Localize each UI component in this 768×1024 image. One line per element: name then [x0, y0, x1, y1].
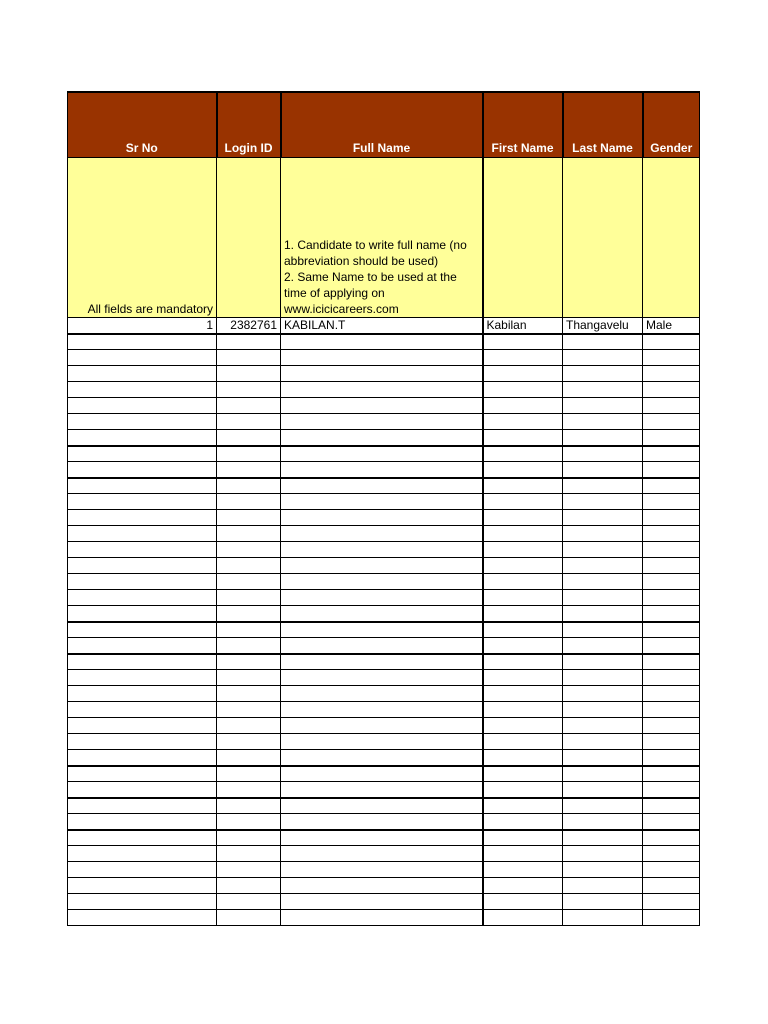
- cell-gender[interactable]: [643, 638, 700, 654]
- cell-sr-no[interactable]: [68, 910, 217, 926]
- cell-gender[interactable]: [643, 414, 700, 430]
- cell-full-name[interactable]: [281, 670, 483, 686]
- candidate-table: [67, 91, 700, 926]
- cell-full-name[interactable]: [281, 590, 483, 606]
- cell-login-id[interactable]: [217, 718, 281, 734]
- column-header-first-name: First Name: [483, 92, 563, 157]
- cell-gender[interactable]: [643, 798, 700, 814]
- cell-full-name[interactable]: [281, 398, 483, 414]
- cell-login-id[interactable]: 2382761: [217, 317, 281, 334]
- cell-full-name[interactable]: [281, 574, 483, 590]
- cell-login-id[interactable]: [217, 910, 281, 926]
- cell-sr-no[interactable]: [68, 750, 217, 766]
- cell-sr-no[interactable]: [68, 494, 217, 510]
- table-row: [68, 350, 700, 366]
- cell-login-id[interactable]: [217, 462, 281, 478]
- cell-last-name[interactable]: [563, 702, 643, 718]
- cell-last-name[interactable]: [563, 894, 643, 910]
- cell-sr-no[interactable]: [68, 894, 217, 910]
- cell-full-name[interactable]: [281, 910, 483, 926]
- cell-sr-no[interactable]: [68, 862, 217, 878]
- cell-full-name[interactable]: [281, 542, 483, 558]
- table-row: [68, 366, 700, 382]
- cell-first-name[interactable]: [483, 910, 563, 926]
- cell-sr-no[interactable]: [68, 878, 217, 894]
- cell-login-id[interactable]: [217, 862, 281, 878]
- cell-login-id[interactable]: [217, 846, 281, 862]
- cell-gender[interactable]: [643, 574, 700, 590]
- cell-full-name[interactable]: [281, 750, 483, 766]
- cell-first-name[interactable]: [483, 654, 563, 670]
- cell-first-name[interactable]: [483, 862, 563, 878]
- cell-first-name[interactable]: [483, 462, 563, 478]
- cell-gender[interactable]: [643, 446, 700, 462]
- cell-first-name[interactable]: [483, 702, 563, 718]
- column-header-full-name: Full Name: [281, 92, 483, 157]
- cell-last-name[interactable]: [563, 798, 643, 814]
- cell-sr-no[interactable]: [68, 350, 217, 366]
- cell-sr-no[interactable]: [68, 622, 217, 638]
- cell-login-id[interactable]: [217, 526, 281, 542]
- full-name-instructions: [281, 157, 483, 317]
- cell-first-name[interactable]: [483, 606, 563, 622]
- cell-login-id[interactable]: [217, 446, 281, 462]
- cell-login-id[interactable]: [217, 830, 281, 846]
- cell-gender[interactable]: [643, 766, 700, 782]
- cell-sr-no[interactable]: [68, 686, 217, 702]
- cell-sr-no[interactable]: [68, 478, 217, 494]
- cell-full-name[interactable]: [281, 782, 483, 798]
- cell-full-name[interactable]: [281, 462, 483, 478]
- cell-full-name[interactable]: KABILAN.T: [281, 317, 483, 334]
- full-name-instruction-1: 1. Candidate to write full name (no abbreviation should be used): [284, 237, 467, 268]
- cell-full-name[interactable]: [281, 734, 483, 750]
- cell-gender[interactable]: [643, 702, 700, 718]
- cell-login-id[interactable]: [217, 430, 281, 446]
- cell-login-id[interactable]: [217, 766, 281, 782]
- cell-sr-no[interactable]: [68, 670, 217, 686]
- cell-full-name[interactable]: [281, 446, 483, 462]
- cell-sr-no[interactable]: [68, 654, 217, 670]
- cell-first-name[interactable]: [483, 334, 563, 350]
- cell-login-id[interactable]: [217, 814, 281, 830]
- table-row: [68, 750, 700, 766]
- cell-gender[interactable]: [643, 494, 700, 510]
- cell-gender[interactable]: [643, 846, 700, 862]
- cell-gender[interactable]: [643, 430, 700, 446]
- cell-login-id[interactable]: [217, 734, 281, 750]
- cell-first-name[interactable]: [483, 430, 563, 446]
- cell-login-id[interactable]: [217, 670, 281, 686]
- cell-full-name[interactable]: [281, 366, 483, 382]
- cell-gender[interactable]: [643, 590, 700, 606]
- cell-full-name[interactable]: [281, 526, 483, 542]
- cell-last-name[interactable]: [563, 718, 643, 734]
- cell-gender[interactable]: [643, 382, 700, 398]
- table-row: [68, 430, 700, 446]
- cell-sr-no[interactable]: [68, 638, 217, 654]
- cell-sr-no[interactable]: 1: [68, 317, 217, 334]
- cell-gender[interactable]: [643, 878, 700, 894]
- cell-full-name[interactable]: [281, 414, 483, 430]
- cell-full-name[interactable]: [281, 478, 483, 494]
- cell-login-id[interactable]: [217, 638, 281, 654]
- cell-first-name[interactable]: [483, 670, 563, 686]
- cell-gender[interactable]: [643, 894, 700, 910]
- cell-full-name[interactable]: [281, 382, 483, 398]
- cell-sr-no[interactable]: [68, 558, 217, 574]
- table-row: [68, 510, 700, 526]
- cell-first-name[interactable]: [483, 574, 563, 590]
- cell-sr-no[interactable]: [68, 718, 217, 734]
- table-row: [68, 910, 700, 926]
- cell-first-name[interactable]: [483, 894, 563, 910]
- cell-last-name[interactable]: [563, 334, 643, 350]
- cell-first-name[interactable]: [483, 830, 563, 846]
- cell-first-name[interactable]: [483, 542, 563, 558]
- cell-login-id[interactable]: [217, 654, 281, 670]
- cell-last-name[interactable]: [563, 846, 643, 862]
- cell-full-name[interactable]: [281, 606, 483, 622]
- cell-sr-no[interactable]: [68, 462, 217, 478]
- cell-full-name[interactable]: [281, 558, 483, 574]
- cell-sr-no[interactable]: [68, 430, 217, 446]
- cell-gender[interactable]: [643, 622, 700, 638]
- cell-sr-no[interactable]: [68, 798, 217, 814]
- cell-gender[interactable]: [643, 334, 700, 350]
- cell-full-name[interactable]: [281, 702, 483, 718]
- cell-full-name[interactable]: [281, 494, 483, 510]
- cell-last-name[interactable]: [563, 638, 643, 654]
- cell-login-id[interactable]: [217, 494, 281, 510]
- cell-first-name[interactable]: [483, 398, 563, 414]
- table-row: [68, 398, 700, 414]
- cell-last-name[interactable]: [563, 558, 643, 574]
- cell-last-name[interactable]: [563, 526, 643, 542]
- cell-sr-no[interactable]: [68, 334, 217, 350]
- table-row: [68, 494, 700, 510]
- cell-last-name[interactable]: [563, 478, 643, 494]
- table-row: [68, 462, 700, 478]
- note-last-name: [563, 157, 643, 317]
- cell-full-name[interactable]: [281, 654, 483, 670]
- cell-gender[interactable]: [643, 910, 700, 926]
- table-row: [68, 686, 700, 702]
- cell-full-name[interactable]: [281, 350, 483, 366]
- cell-first-name[interactable]: [483, 446, 563, 462]
- cell-sr-no[interactable]: [68, 766, 217, 782]
- cell-last-name[interactable]: [563, 670, 643, 686]
- cell-last-name[interactable]: [563, 382, 643, 398]
- cell-last-name[interactable]: Thangavelu: [563, 317, 643, 334]
- cell-first-name[interactable]: [483, 590, 563, 606]
- cell-full-name[interactable]: [281, 894, 483, 910]
- cell-full-name[interactable]: [281, 718, 483, 734]
- cell-first-name[interactable]: [483, 798, 563, 814]
- cell-sr-no[interactable]: [68, 734, 217, 750]
- table-row: [68, 382, 700, 398]
- cell-full-name[interactable]: [281, 862, 483, 878]
- cell-gender[interactable]: [643, 510, 700, 526]
- cell-login-id[interactable]: [217, 750, 281, 766]
- cell-login-id[interactable]: [217, 590, 281, 606]
- table-row: [68, 830, 700, 846]
- cell-sr-no[interactable]: [68, 814, 217, 830]
- cell-full-name[interactable]: [281, 334, 483, 350]
- cell-gender[interactable]: [643, 526, 700, 542]
- cell-last-name[interactable]: [563, 750, 643, 766]
- cell-sr-no[interactable]: [68, 510, 217, 526]
- cell-first-name[interactable]: [483, 478, 563, 494]
- cell-first-name[interactable]: [483, 382, 563, 398]
- cell-sr-no[interactable]: [68, 366, 217, 382]
- cell-first-name[interactable]: [483, 686, 563, 702]
- cell-last-name[interactable]: [563, 590, 643, 606]
- cell-full-name[interactable]: [281, 766, 483, 782]
- cell-last-name[interactable]: [563, 398, 643, 414]
- cell-last-name[interactable]: [563, 782, 643, 798]
- cell-login-id[interactable]: [217, 542, 281, 558]
- full-name-instruction-2: 2. Same Name to be used at the time of applying on www.icicicareers.com: [284, 269, 457, 316]
- cell-first-name[interactable]: [483, 558, 563, 574]
- table-row: [68, 814, 700, 830]
- cell-last-name[interactable]: [563, 542, 643, 558]
- cell-gender[interactable]: [643, 718, 700, 734]
- column-header-login-id: Login ID: [217, 92, 281, 157]
- table-row: [68, 894, 700, 910]
- table-row: [68, 718, 700, 734]
- cell-gender[interactable]: [643, 350, 700, 366]
- cell-first-name[interactable]: [483, 366, 563, 382]
- cell-first-name[interactable]: [483, 414, 563, 430]
- cell-sr-no[interactable]: [68, 574, 217, 590]
- cell-last-name[interactable]: [563, 510, 643, 526]
- cell-gender[interactable]: [643, 398, 700, 414]
- cell-first-name[interactable]: [483, 766, 563, 782]
- cell-sr-no[interactable]: [68, 382, 217, 398]
- cell-sr-no[interactable]: [68, 782, 217, 798]
- cell-first-name[interactable]: [483, 750, 563, 766]
- cell-full-name[interactable]: [281, 814, 483, 830]
- cell-gender[interactable]: [643, 462, 700, 478]
- cell-sr-no[interactable]: [68, 398, 217, 414]
- cell-last-name[interactable]: [563, 622, 643, 638]
- table-row: [68, 878, 700, 894]
- table-row: [68, 798, 700, 814]
- table-row: [68, 766, 700, 782]
- cell-last-name[interactable]: [563, 606, 643, 622]
- cell-last-name[interactable]: [563, 430, 643, 446]
- cell-full-name[interactable]: [281, 798, 483, 814]
- cell-first-name[interactable]: [483, 526, 563, 542]
- cell-login-id[interactable]: [217, 782, 281, 798]
- table-row: [68, 558, 700, 574]
- cell-login-id[interactable]: [217, 798, 281, 814]
- table-row: [68, 638, 700, 654]
- table-row: [68, 446, 700, 462]
- table-row: [68, 414, 700, 430]
- cell-last-name[interactable]: [563, 414, 643, 430]
- cell-sr-no[interactable]: [68, 830, 217, 846]
- cell-gender[interactable]: [643, 782, 700, 798]
- cell-full-name[interactable]: [281, 686, 483, 702]
- cell-login-id[interactable]: [217, 382, 281, 398]
- cell-last-name[interactable]: [563, 350, 643, 366]
- cell-login-id[interactable]: [217, 574, 281, 590]
- table-row: [68, 590, 700, 606]
- cell-gender[interactable]: [643, 862, 700, 878]
- column-header-gender: Gender: [643, 92, 700, 157]
- table-row: [68, 334, 700, 350]
- cell-gender[interactable]: [643, 686, 700, 702]
- cell-sr-no[interactable]: [68, 414, 217, 430]
- cell-last-name[interactable]: [563, 734, 643, 750]
- cell-full-name[interactable]: [281, 846, 483, 862]
- cell-gender[interactable]: [643, 654, 700, 670]
- note-gender: [643, 157, 700, 317]
- cell-login-id[interactable]: [217, 878, 281, 894]
- cell-login-id[interactable]: [217, 398, 281, 414]
- cell-login-id[interactable]: [217, 478, 281, 494]
- cell-sr-no[interactable]: [68, 590, 217, 606]
- table-row: [68, 606, 700, 622]
- cell-first-name[interactable]: [483, 814, 563, 830]
- table-row: [68, 478, 700, 494]
- table-row: [68, 846, 700, 862]
- cell-login-id[interactable]: [217, 334, 281, 350]
- column-header-last-name: Last Name: [563, 92, 643, 157]
- cell-last-name[interactable]: [563, 654, 643, 670]
- cell-sr-no[interactable]: [68, 526, 217, 542]
- table-row: [68, 574, 700, 590]
- cell-last-name[interactable]: [563, 862, 643, 878]
- cell-login-id[interactable]: [217, 894, 281, 910]
- cell-sr-no[interactable]: [68, 542, 217, 558]
- cell-login-id[interactable]: [217, 366, 281, 382]
- cell-login-id[interactable]: [217, 622, 281, 638]
- cell-first-name[interactable]: [483, 846, 563, 862]
- cell-gender[interactable]: [643, 366, 700, 382]
- cell-first-name[interactable]: [483, 782, 563, 798]
- cell-last-name[interactable]: [563, 574, 643, 590]
- cell-gender[interactable]: [643, 830, 700, 846]
- cell-last-name[interactable]: [563, 494, 643, 510]
- table-row: [68, 654, 700, 670]
- cell-full-name[interactable]: [281, 510, 483, 526]
- cell-gender[interactable]: [643, 814, 700, 830]
- cell-first-name[interactable]: [483, 878, 563, 894]
- cell-last-name[interactable]: [563, 446, 643, 462]
- cell-gender[interactable]: [643, 750, 700, 766]
- cell-gender[interactable]: [643, 558, 700, 574]
- cell-full-name[interactable]: [281, 878, 483, 894]
- cell-gender[interactable]: [643, 670, 700, 686]
- cell-login-id[interactable]: [217, 606, 281, 622]
- cell-last-name[interactable]: [563, 878, 643, 894]
- cell-last-name[interactable]: [563, 814, 643, 830]
- cell-last-name[interactable]: [563, 462, 643, 478]
- cell-login-id[interactable]: [217, 414, 281, 430]
- cell-first-name[interactable]: [483, 510, 563, 526]
- cell-first-name[interactable]: Kabilan: [483, 317, 563, 334]
- table-row: [68, 782, 700, 798]
- cell-first-name[interactable]: [483, 638, 563, 654]
- cell-gender[interactable]: [643, 542, 700, 558]
- cell-gender[interactable]: [643, 478, 700, 494]
- cell-gender[interactable]: [643, 606, 700, 622]
- header-row: [68, 92, 700, 157]
- cell-last-name[interactable]: [563, 366, 643, 382]
- cell-first-name[interactable]: [483, 494, 563, 510]
- cell-full-name[interactable]: [281, 830, 483, 846]
- cell-last-name[interactable]: [563, 910, 643, 926]
- table-row: [68, 702, 700, 718]
- table-row: [68, 734, 700, 750]
- cell-first-name[interactable]: [483, 718, 563, 734]
- cell-login-id[interactable]: [217, 702, 281, 718]
- mandatory-note: All fields are mandatory: [68, 157, 217, 317]
- column-header-sr-no: Sr No: [68, 92, 217, 157]
- table-row: [68, 317, 700, 334]
- cell-full-name[interactable]: [281, 430, 483, 446]
- cell-sr-no[interactable]: [68, 846, 217, 862]
- note-first-name: [483, 157, 563, 317]
- cell-login-id[interactable]: [217, 350, 281, 366]
- cell-login-id[interactable]: [217, 558, 281, 574]
- cell-first-name[interactable]: [483, 734, 563, 750]
- table-row: [68, 670, 700, 686]
- cell-login-id[interactable]: [217, 686, 281, 702]
- cell-last-name[interactable]: [563, 830, 643, 846]
- cell-first-name[interactable]: [483, 622, 563, 638]
- cell-gender[interactable]: [643, 734, 700, 750]
- instruction-row: [68, 157, 700, 317]
- cell-last-name[interactable]: [563, 766, 643, 782]
- cell-gender[interactable]: Male: [643, 317, 700, 334]
- table-row: [68, 542, 700, 558]
- cell-sr-no[interactable]: [68, 446, 217, 462]
- cell-first-name[interactable]: [483, 350, 563, 366]
- cell-last-name[interactable]: [563, 686, 643, 702]
- table-row: [68, 526, 700, 542]
- cell-full-name[interactable]: [281, 622, 483, 638]
- cell-full-name[interactable]: [281, 638, 483, 654]
- note-login-id: [217, 157, 281, 317]
- table-row: [68, 862, 700, 878]
- cell-sr-no[interactable]: [68, 606, 217, 622]
- table-row: [68, 622, 700, 638]
- cell-sr-no[interactable]: [68, 702, 217, 718]
- cell-login-id[interactable]: [217, 510, 281, 526]
